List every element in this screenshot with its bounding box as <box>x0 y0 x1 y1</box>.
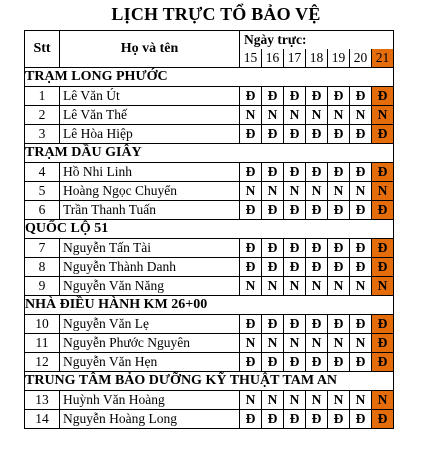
shift-cell: Đ <box>240 87 262 106</box>
duty-roster-table <box>24 30 394 429</box>
header-day-18: 18 <box>306 49 328 68</box>
shift-cell: Đ <box>284 315 306 334</box>
row-stt: 1 <box>25 87 60 106</box>
shift-cell: Đ <box>306 87 328 106</box>
shift-cell: Đ <box>240 315 262 334</box>
shift-cell: Đ <box>284 239 306 258</box>
shift-cell: Đ <box>240 125 262 144</box>
shift-cell: Đ <box>284 87 306 106</box>
header-day-16: 16 <box>262 49 284 68</box>
page-title: LỊCH TRỰC TỔ BẢO VỆ <box>111 4 321 24</box>
header-days-label: Ngày trực: <box>240 31 394 50</box>
shift-cell: Đ <box>262 353 284 372</box>
shift-cell: Đ <box>306 163 328 182</box>
shift-cell: Đ <box>350 163 372 182</box>
group-name: TRUNG TÂM BẢO DƯỠNG KỸ THUẬT TAM AN <box>25 372 394 391</box>
row-stt: 8 <box>25 258 60 277</box>
shift-cell: Đ <box>328 315 350 334</box>
shift-cell: N <box>372 391 394 410</box>
row-name: Hồ Nhi Linh <box>60 163 240 182</box>
shift-cell: Đ <box>240 201 262 220</box>
shift-cell: Đ <box>262 125 284 144</box>
table-row <box>25 258 394 277</box>
shift-cell: Đ <box>350 315 372 334</box>
shift-cell: Đ <box>284 353 306 372</box>
table-row <box>25 334 394 353</box>
shift-cell: Đ <box>372 258 394 277</box>
shift-cell: Đ <box>262 201 284 220</box>
shift-cell: N <box>306 182 328 201</box>
header-name: Họ và tên <box>60 31 240 68</box>
table-row <box>25 163 394 182</box>
group-name: NHÀ ĐIỀU HÀNH KM 26+00 <box>25 296 394 315</box>
shift-cell: Đ <box>372 334 394 353</box>
shift-cell: N <box>328 334 350 353</box>
shift-cell: N <box>240 106 262 125</box>
shift-cell: Đ <box>350 201 372 220</box>
shift-cell: Đ <box>284 410 306 429</box>
roster-body <box>25 68 394 429</box>
shift-cell: Đ <box>328 410 350 429</box>
group-name: TRẠM DẦU GIÂY <box>25 144 394 163</box>
shift-cell: Đ <box>240 239 262 258</box>
shift-cell: Đ <box>372 87 394 106</box>
shift-cell: N <box>284 391 306 410</box>
shift-cell: N <box>284 182 306 201</box>
shift-cell: Đ <box>328 163 350 182</box>
shift-cell: N <box>350 277 372 296</box>
table-row <box>25 182 394 201</box>
shift-cell: N <box>350 182 372 201</box>
row-name: Lê Văn Út <box>60 87 240 106</box>
shift-cell: Đ <box>306 239 328 258</box>
row-name: Nguyễn Văn Hẹn <box>60 353 240 372</box>
shift-cell: Đ <box>372 239 394 258</box>
header-stt: Stt <box>25 31 60 68</box>
shift-cell: Đ <box>262 239 284 258</box>
row-stt: 12 <box>25 353 60 372</box>
row-stt: 13 <box>25 391 60 410</box>
table-row <box>25 201 394 220</box>
group-row <box>25 372 394 391</box>
shift-cell: N <box>372 106 394 125</box>
shift-cell: N <box>262 391 284 410</box>
header-day-19: 19 <box>328 49 350 68</box>
row-stt: 2 <box>25 106 60 125</box>
header-day-17: 17 <box>284 49 306 68</box>
shift-cell: N <box>284 106 306 125</box>
row-name: Nguyễn Hoàng Long <box>60 410 240 429</box>
row-stt: 14 <box>25 410 60 429</box>
shift-cell: N <box>372 182 394 201</box>
shift-cell: Đ <box>350 353 372 372</box>
shift-cell: Đ <box>262 163 284 182</box>
shift-cell: Đ <box>372 353 394 372</box>
shift-cell: N <box>328 277 350 296</box>
table-row <box>25 315 394 334</box>
header-day-21: 21 <box>372 49 394 68</box>
shift-cell: Đ <box>328 125 350 144</box>
shift-cell: Đ <box>262 258 284 277</box>
table-row <box>25 87 394 106</box>
row-name: Lê Văn Thế <box>60 106 240 125</box>
shift-cell: N <box>306 391 328 410</box>
shift-cell: N <box>240 391 262 410</box>
shift-cell: Đ <box>262 87 284 106</box>
row-name: Nguyễn Văn Lẹ <box>60 315 240 334</box>
shift-cell: Đ <box>240 353 262 372</box>
row-stt: 7 <box>25 239 60 258</box>
row-name: Trần Thanh Tuấn <box>60 201 240 220</box>
shift-cell: N <box>240 277 262 296</box>
row-name: Nguyễn Tấn Tài <box>60 239 240 258</box>
row-stt: 11 <box>25 334 60 353</box>
shift-cell: Đ <box>284 201 306 220</box>
shift-cell: Đ <box>350 239 372 258</box>
shift-cell: Đ <box>328 258 350 277</box>
table-row <box>25 106 394 125</box>
row-name: Nguyễn Thành Danh <box>60 258 240 277</box>
shift-cell: N <box>240 182 262 201</box>
table-row <box>25 391 394 410</box>
shift-cell: Đ <box>372 315 394 334</box>
shift-cell: Đ <box>328 87 350 106</box>
shift-cell: N <box>350 334 372 353</box>
table-row <box>25 239 394 258</box>
shift-cell: Đ <box>240 410 262 429</box>
group-row <box>25 296 394 315</box>
row-stt: 9 <box>25 277 60 296</box>
shift-cell: Đ <box>306 353 328 372</box>
row-name: Nguyễn Phước Nguyên <box>60 334 240 353</box>
header-day-20: 20 <box>350 49 372 68</box>
shift-cell: N <box>350 391 372 410</box>
group-name: QUỐC LỘ 51 <box>25 220 394 239</box>
shift-cell: N <box>262 277 284 296</box>
row-name: Nguyễn Văn Năng <box>60 277 240 296</box>
shift-cell: Đ <box>306 258 328 277</box>
shift-cell: Đ <box>328 201 350 220</box>
row-stt: 4 <box>25 163 60 182</box>
shift-cell: Đ <box>262 315 284 334</box>
shift-cell: N <box>328 182 350 201</box>
table-row <box>25 410 394 429</box>
shift-cell: Đ <box>372 410 394 429</box>
shift-cell: N <box>306 277 328 296</box>
shift-cell: N <box>240 334 262 353</box>
table-row <box>25 277 394 296</box>
shift-cell: Đ <box>328 353 350 372</box>
group-name: TRẠM LONG PHƯỚC <box>25 68 394 87</box>
group-row <box>25 68 394 87</box>
shift-cell: Đ <box>240 258 262 277</box>
shift-cell: Đ <box>372 201 394 220</box>
shift-cell: Đ <box>306 315 328 334</box>
shift-cell: Đ <box>262 410 284 429</box>
header-day-15: 15 <box>240 49 262 68</box>
row-stt: 3 <box>25 125 60 144</box>
shift-cell: Đ <box>350 258 372 277</box>
shift-cell: N <box>306 334 328 353</box>
shift-cell: Đ <box>372 163 394 182</box>
shift-cell: Đ <box>284 125 306 144</box>
shift-cell: N <box>350 106 372 125</box>
shift-cell: Đ <box>372 125 394 144</box>
row-name: Huỳnh Văn Hoàng <box>60 391 240 410</box>
shift-cell: Đ <box>306 125 328 144</box>
group-row <box>25 144 394 163</box>
shift-cell: Đ <box>284 163 306 182</box>
shift-cell: N <box>284 334 306 353</box>
shift-cell: Đ <box>240 163 262 182</box>
shift-cell: Đ <box>350 125 372 144</box>
row-name: Hoàng Ngọc Chuyển <box>60 182 240 201</box>
row-stt: 10 <box>25 315 60 334</box>
shift-cell: N <box>262 182 284 201</box>
row-stt: 6 <box>25 201 60 220</box>
group-row <box>25 220 394 239</box>
row-stt: 5 <box>25 182 60 201</box>
shift-cell: Đ <box>350 87 372 106</box>
table-row <box>25 353 394 372</box>
shift-cell: N <box>306 106 328 125</box>
table-row <box>25 125 394 144</box>
row-name: Lê Hòa Hiệp <box>60 125 240 144</box>
shift-cell: Đ <box>306 201 328 220</box>
shift-cell: Đ <box>350 410 372 429</box>
shift-cell: N <box>262 334 284 353</box>
shift-cell: N <box>372 277 394 296</box>
shift-cell: N <box>284 277 306 296</box>
shift-cell: N <box>262 106 284 125</box>
shift-cell: Đ <box>328 239 350 258</box>
shift-cell: Đ <box>284 258 306 277</box>
shift-cell: N <box>328 106 350 125</box>
shift-cell: Đ <box>306 410 328 429</box>
shift-cell: N <box>328 391 350 410</box>
